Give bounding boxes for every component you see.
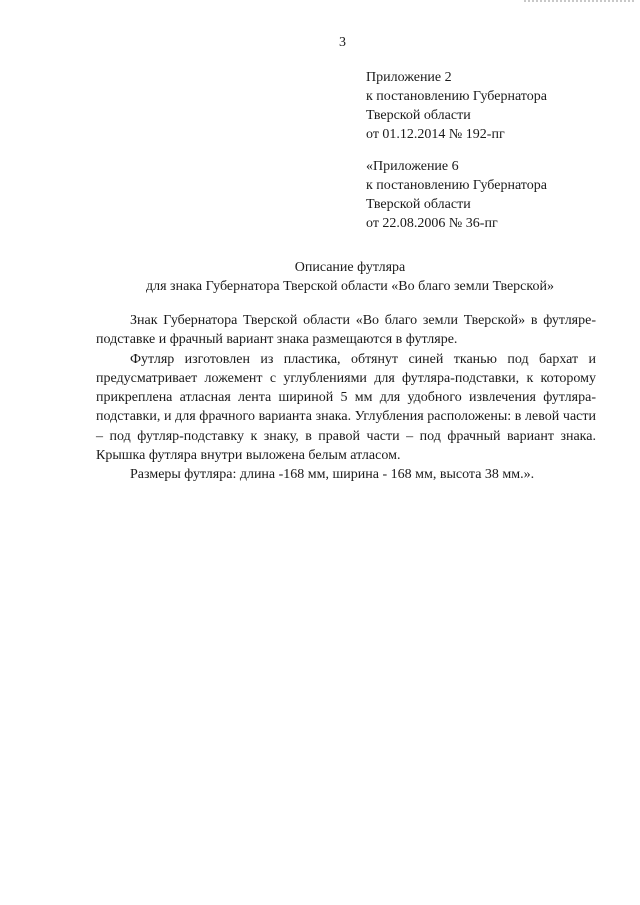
appendix-line: от 22.08.2006 № 36-пг <box>366 216 498 231</box>
paragraph: Футляр изготовлен из пластика, обтянут синей тканью под бархат и предусматривает ложемент с углублениями для футляра-подставки, к которому прикреплена атласная лента шириной 5 мм для удобного извлечения футляра-подставки, и для фрачного варианта знака. Углубления расположены: в левой части – под футляр-подставку к знаку, в правой части – под фрачный вариант знака. Крышка футляра внутри выложена белым атласом. <box>96 351 596 464</box>
appendix-header-current <box>366 68 626 144</box>
appendix-line: «Приложение 6 <box>366 159 459 174</box>
appendix-line: от 01.12.2014 № 192-пг <box>366 127 505 142</box>
paragraph: Размеры футляра: длина -168 мм, ширина - 168 мм, высота 38 мм.». <box>130 467 535 483</box>
appendix-line: Приложение 2 <box>366 70 452 85</box>
title-line-1: Описание футляра <box>294 260 406 275</box>
appendix-line: Тверской области <box>366 197 471 212</box>
document-title <box>60 258 640 296</box>
page-number: 3 <box>339 35 346 50</box>
paragraph: Знак Губернатора Тверской области «Во благо земли Тверской» в футляре-подставке и фрачный вариант знака размещаются в футляре. <box>96 313 596 348</box>
appendix-line: к постановлению Губернатора <box>366 178 547 193</box>
scan-artifact <box>524 0 634 8</box>
appendix-line: к постановлению Губернатора <box>366 89 547 104</box>
appendix-line: Тверской области <box>366 108 471 123</box>
title-line-2: для знака Губернатора Тверской области «Во благо земли Тверской» <box>146 279 554 294</box>
document-body <box>96 311 596 485</box>
appendix-header-original <box>366 157 626 233</box>
